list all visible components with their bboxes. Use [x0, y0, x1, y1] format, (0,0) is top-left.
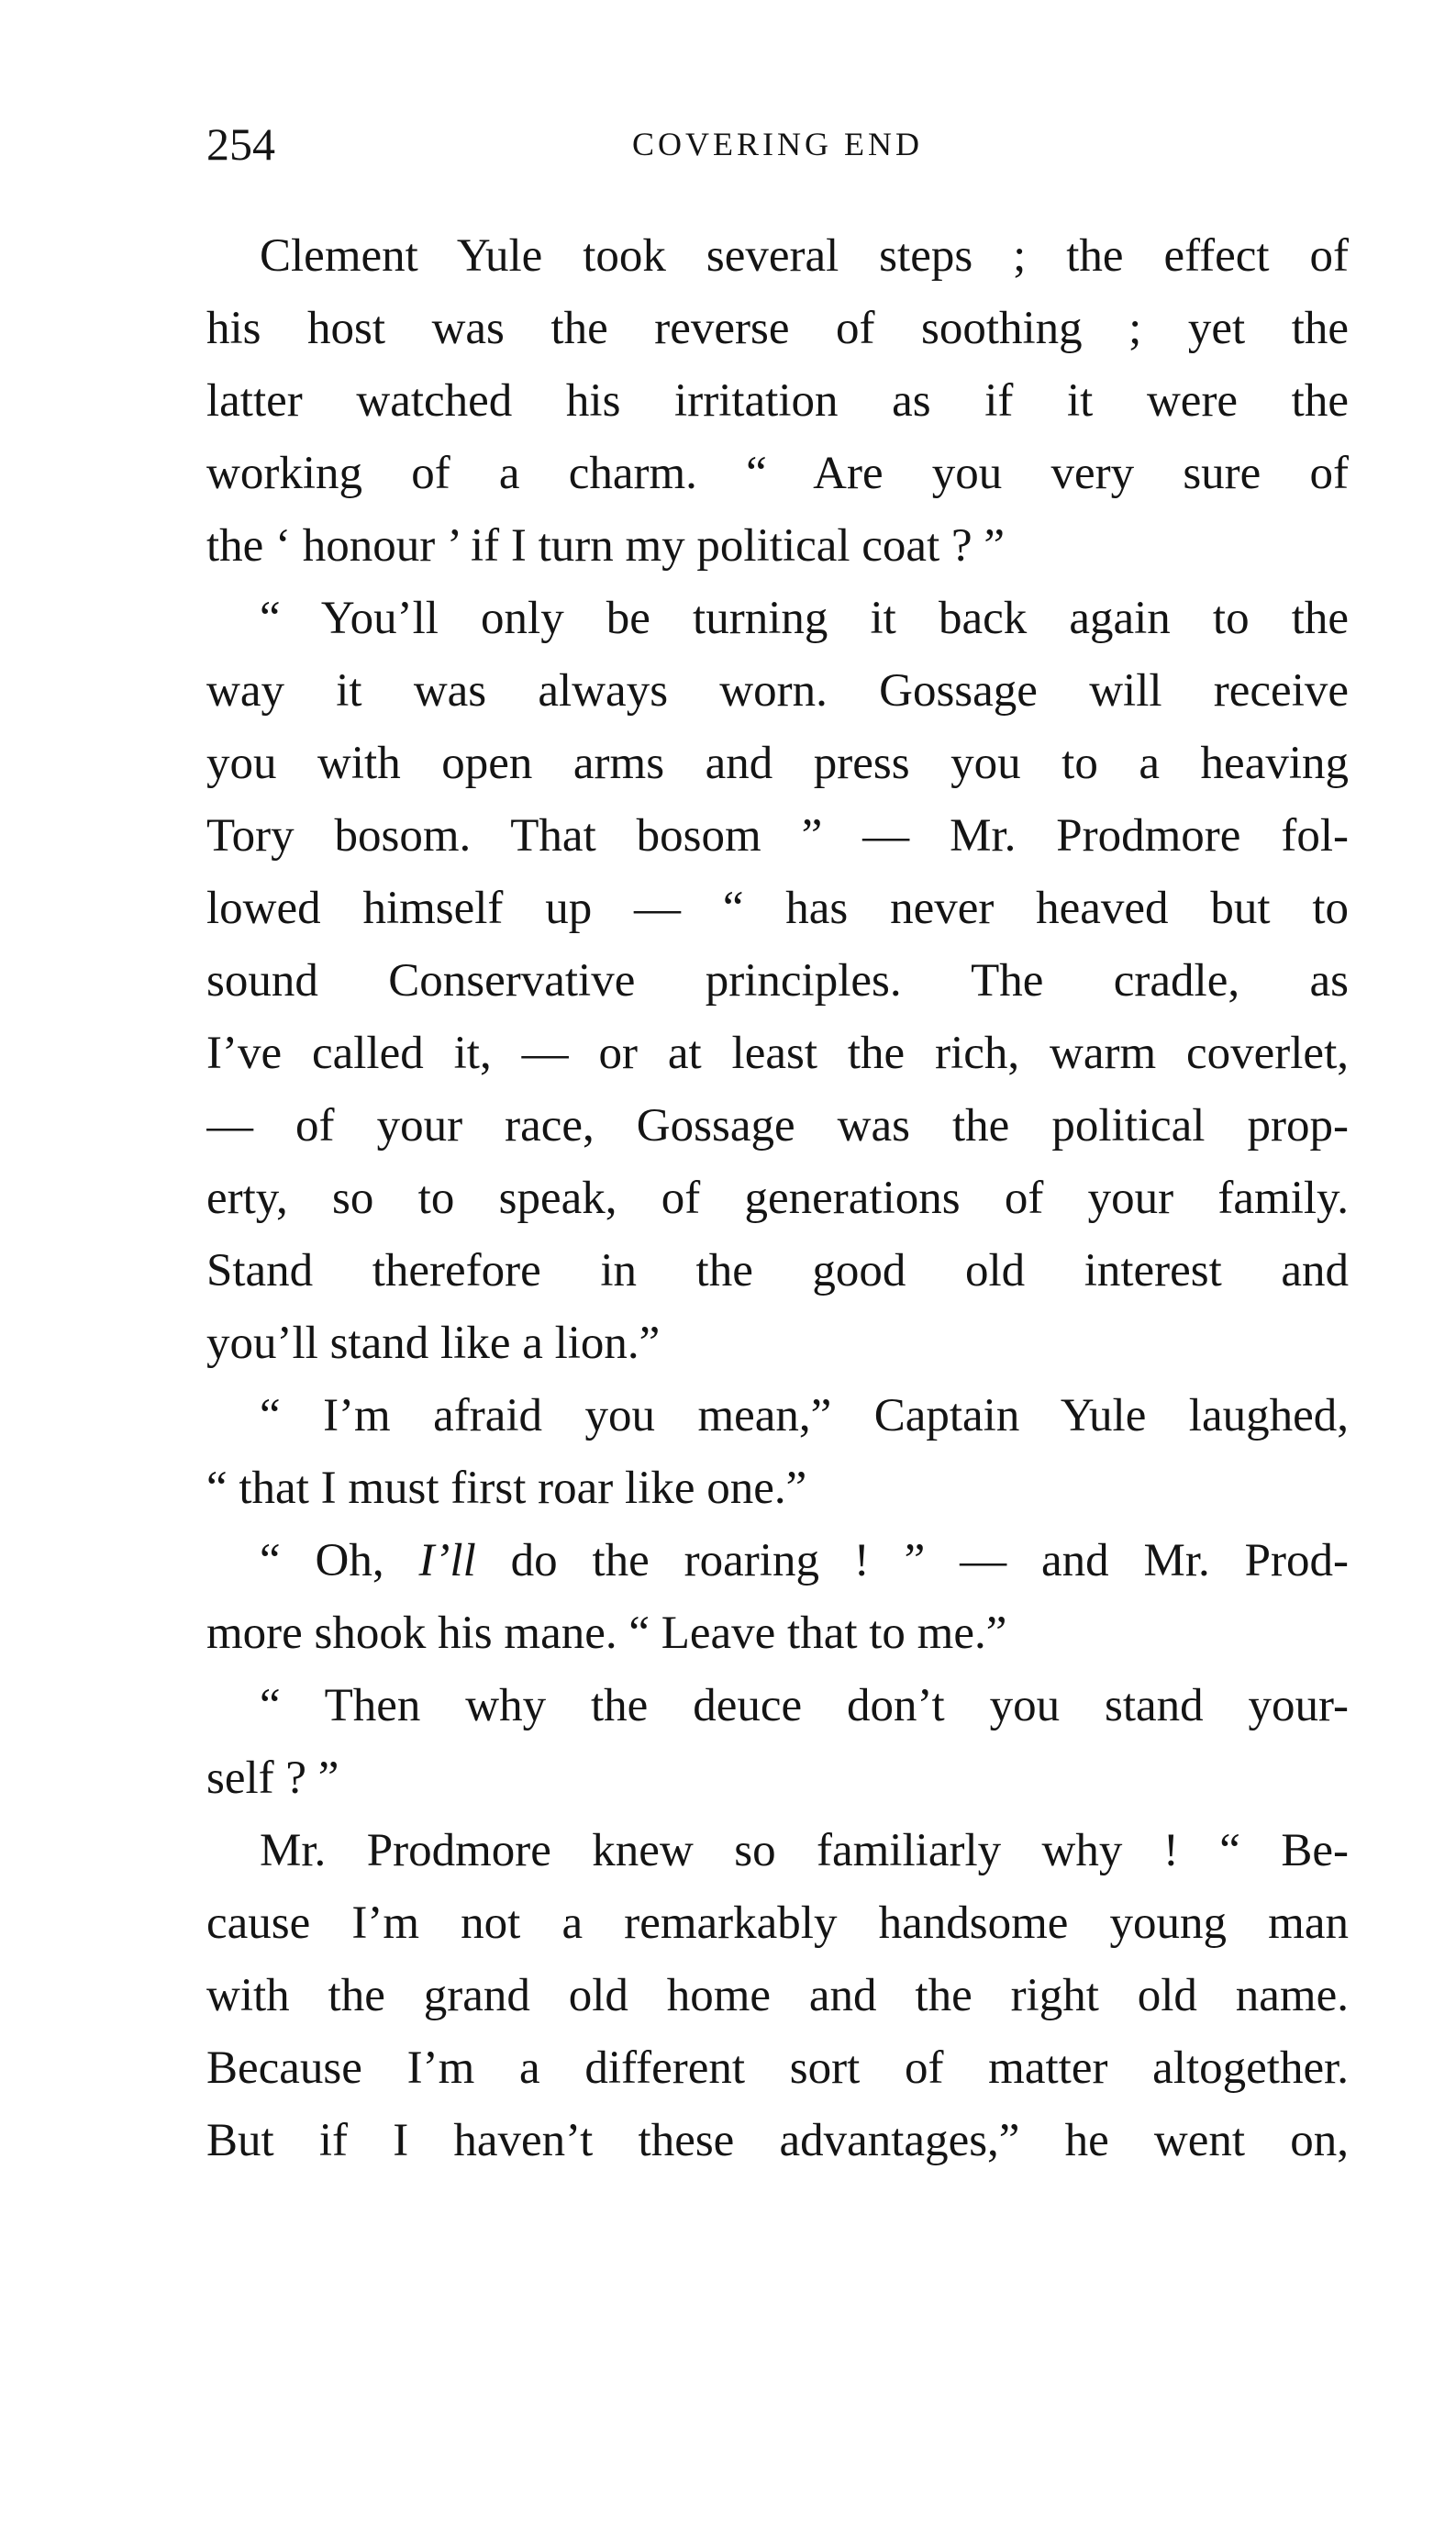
text-line: way it was always worn. Gossage will receive — [206, 665, 1349, 717]
text-line: lowed himself up — “ has never heaved but to — [206, 883, 1349, 934]
text-line: you with open arms and press you to a heaving — [206, 738, 1349, 789]
text-line: “ Then why the deuce don’t you stand your- — [260, 1680, 1349, 1731]
text-line: I’ve called it, — or at least the rich, warm coverlet, — [206, 1028, 1349, 1079]
text-segment: “ Oh, — [260, 1535, 419, 1586]
text-line: his host was the reverse of soothing ; yet the — [206, 303, 1349, 354]
text-line: “ that I must first roar like one.” — [206, 1463, 807, 1514]
text-segment: do the roaring ! ” — and Mr. Prod- — [475, 1535, 1349, 1586]
text-line: Stand therefore in the good old interest and — [206, 1245, 1349, 1296]
text-line: self ? ” — [206, 1753, 339, 1804]
text-line: Mr. Prodmore knew so familiarly why ! “ Be- — [260, 1825, 1349, 1876]
page-header — [206, 112, 1349, 176]
text-line: But if I haven’t these advantages,” he went on, — [206, 2115, 1349, 2166]
text-line: Tory bosom. That bosom ” — Mr. Prodmore fol- — [206, 810, 1349, 862]
text-line: latter watched his irritation as if it were the — [206, 375, 1349, 427]
page-number: 254 — [206, 118, 275, 170]
text-line: — of your race, Gossage was the political prop- — [206, 1100, 1349, 1152]
text-line: more shook his mane. “ Leave that to me.” — [206, 1608, 1007, 1659]
text-line — [206, 1525, 1349, 1597]
text-line: you’ll stand like a lion.” — [206, 1318, 661, 1369]
text-line: the ‘ honour ’ if I turn my political coat ? ” — [206, 520, 1006, 572]
running-title: COVERING END — [632, 126, 923, 162]
text-line: “ I’m afraid you mean,” Captain Yule laughed, — [260, 1390, 1349, 1441]
text-line: with the grand old home and the right old name. — [206, 1970, 1349, 2021]
text-line: working of a charm. “ Are you very sure of — [206, 448, 1349, 499]
text-line: erty, so to speak, of generations of your family. — [206, 1173, 1349, 1224]
text-line: sound Conservative principles. The cradle, as — [206, 955, 1349, 1007]
text-line: Clement Yule took several steps ; the effect of — [260, 230, 1349, 282]
text-line: cause I’m not a remarkably handsome young man — [206, 1897, 1349, 1949]
text-line: Because I’m a different sort of matter altogether. — [206, 2042, 1349, 2094]
text-line: “ You’ll only be turning it back again to the — [260, 593, 1349, 644]
body-text — [206, 220, 1349, 2177]
italic-emphasis: I’ll — [418, 1535, 476, 1586]
